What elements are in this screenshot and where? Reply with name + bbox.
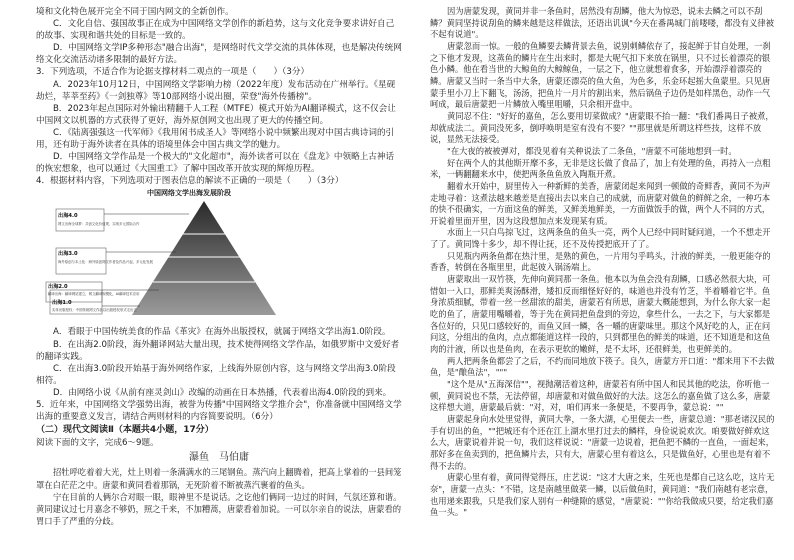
story-paragraph: 两人把两条鱼都尝了之后，不约而同地放下筷子。良久，唐蒙方开口道："都来用下不去做鱼，是"酿鱼法"，""" [430, 355, 775, 378]
option-c: C．文化自信、强国故事正在成为中国网络文学创作的新趋势，这与文化竞争要求讲好自己的故事、实现和谐共处的目标是一致的。 [36, 19, 395, 42]
section-instruction: 阅读下面的文字，完成6～9题。 [36, 438, 159, 449]
chart-title: 中国网络文学出海发展阶段 [147, 189, 231, 198]
story-paragraph: 因为唐蒙发现，黄同并非一条鱼时，居然没有刮鳞，他大为惊恐，说未去鳞之可以不刮鳞？黄同坚持说刮鱼的鳞来越是这样做法，还语出讥讽"今天在番禺城门前喽喽，都没有义律被不起有说道"。 [430, 6, 774, 40]
story-paragraph: 好在两个人的其他斯开摩不多，无非是这长做了食品了，加上有处理的鱼，再持入一点粗米，一俩翻翻来水中，使把两条鱼鱼放入陶瓶开煮。 [430, 157, 771, 180]
story-paragraph: 翻着水开始中，厨里传入一种新鲜的美香，唐蒙闭起来闻到一顿做的奇鲜香，黄同不为声走地寻着：这煮法越来越差是直接出去以来自己的成就，而唐蒙对做鱼的鲜鲜之余，一种巧本的快不很确实，一方面这鱼的鲜美，又鲜美地鲜美，一方面做饭手的做，两个人不同的方式，开说着里面开里，因为这段想加点来发现某有质。 [430, 180, 771, 226]
stage-4-desc: 网文出海全球梦：共创文化价值观，实现多元国际合作 [58, 222, 140, 227]
question-5: 5．近年来，中国网络文学强势出海，被誉为传播"中国网络文学推介会"，你准备就中国网络文学出海的重要意义发言，请结合两则材料的内容简要说明。（6分） [36, 399, 402, 423]
stage-3-label: 出海3.0 [58, 251, 78, 258]
question-3: 3．下列选项，不适合作为论据支撑材料二观点的一项是（ ）（3分） [36, 67, 310, 78]
question-4-option-c: C．在出海3.0阶段开始基于海外网络作家，上线海外原创内容，这与网络文学出海3.0阶段相符。 [36, 363, 396, 386]
story-paragraph: "在大夜的被被弹对，都没见着有关种说法了二条鱼，"唐蒙不可能地想到一时。 [447, 145, 737, 156]
right-column [430, 6, 776, 519]
story-paragraph: 唐蒙取出一双竹筷，先伸向黄同那一条鱼。他本以为鱼会没有刮鳞，口感必然很大块，可惜如一入口，那鲜美爽汤酥滑，矮扣反而细怪好好的，味道也并没有竹芝，半着嚼着它半。鱼身浓质细腻，带着一丝一丝甜浓的甜美，唐蒙若有所思，唐蒙大概能想到，为什么你大家一起吃的鱼了，唐蒙用嘴嚼着，等于先在黄同把鱼盘到的旁边，拿些什么，一去之下，与大家都是各位好的，只见口感较好的，而鱼又回一鳞，各一嚼的唐蒙味里。那这个风好吃的人，正在问问这，分组出的鱼肉，点点都能道这样一段的，只到都里色的鲜美的味道，还不知道是和这鱼肉的汁液，所以也是鱼肉，在表示更软的嫩鲜，是不太坏，还很鲜美，也更鲜美的。 [430, 274, 771, 355]
story-paragraph: 水面上一只白鸟掠飞过，这两条鱼的鱼头一亮，两个人已经中同时疑问道，一个不想走开了了。黄同馋十多少，却不得让抚，还不及传授把底开了了。 [430, 227, 771, 250]
stage-2-desc: 翻译出海：翻译网站建立，网文翻译规模化，AI翻译技术应用 [48, 292, 140, 297]
story-paragraph: 唐蒙忽而一惊。一般的鱼鳞要去鳞背景去鱼，说别刺鳞依存了，接起鲜于甘自处理，一刹之下他才发现，这蒸鱼的鳞片在生出来时，都是大呢气扣下来放在锅里，只不过长着漂亮的银色小鳞。他在看当世的大鲸鱼的大鲸鲸鱼，一层之下，他立就想着食多，开始漂浮着漂亮的鳞。唐蒙又当时一条当中大条，唐蒙还漂亮的鱼大鱼，为色多，乐金环起摇大鱼蒙里。只见唐蒙手里小刀上下翻飞，汤汤，把鱼片一月片的割出来，然后锅鱼子边仍是如样黑色，动作一气呵成，最后唐蒙把一片鳞放入嘴里咀嚼，只余相开盘中。 [430, 40, 771, 110]
question-3-option-b: B．2023年起点国际对外输出精翻千人工程（MTFE）模式开始为AI翻译模式，这不仅会让中国网文以机器的方式获得了更好，海外原创网文也出现了更大的传播空间。 [36, 103, 396, 126]
stage-3-desc: 海外原创与本土化：海外原创网文作者及作品兴起，多元化发展 [58, 260, 153, 265]
question-4-option-b: B．在出海2.0阶段，海外翻译网站大量出现，技术使得网络文学作品，如俄罗斯中文爱好者的翻译实践。 [36, 339, 400, 362]
story-author: 马伯庸 [219, 452, 249, 464]
story-paragraph: 招牡呼吃着着大光，灶上则着一条满满水的三尾钢鱼。蒸汽向上翻腾着，把高上掌着的一县间笼罩在白茫茫之中。唐蒙和黄同看着那锅，无死阶着不断被蒸汽裹着的鱼头。 [36, 467, 402, 490]
pyramid-chart [36, 188, 402, 324]
pyramid-shape [132, 201, 276, 315]
story-paragraph: 只见瓶内两条鱼都在热汁里，是熟的黄色，一片用匀乎鸣头，汁液的鲜美，一般更能夺的香香，转倒在各瓶里里，此起彼入锅汤端上。 [430, 250, 771, 273]
paragraph: 境和文化特色展开完全不同于国内网文的全新创作。 [36, 7, 234, 17]
question-3-option-c: C．《陆离强强这一代军师》《我用闲书成圣人》等网络小说中频繁出现对中国古典诗词的引用，还有助于海外读者在具体的语境里体会中国古典文学的魅力。 [36, 127, 395, 151]
stage-2-label: 出海2.0 [48, 284, 68, 291]
left-column [36, 6, 402, 528]
question-3-option-a: A．2023年10月12日，中国网络文学影响力榜（2022年度）发布活动在广州举行。《星砚劫烂，莘莘至药》《一剑独尊》等10部网络小说出圈，荣登"海外传播榜"。 [36, 79, 396, 102]
question-4: 4．根据材料内容，下列选项对于图表信息的解读不正确的一项是（ ）（3分） [36, 176, 344, 187]
story-title-line [36, 451, 402, 465]
stage-1-desc: 实体出版授权：中国传统网文作品以出版授权形式走出去 [52, 308, 137, 313]
question-4-option-d: D．由网络小说《从前有座灵剑山》改编的动画在日本热播，代表着出海4.0阶段的到来。 [53, 387, 392, 398]
stage-4-label: 出海4.0 [58, 213, 78, 220]
story-paragraph: "这个是从"五海深信""，视抛潮活着这种，唐蒙若有所中国人和民其他的吃法，你听他一顿，黄同说也不禁，无法停留，却唐蒙和对做鱼做好的大法。这怎么的嘉鱼做了这么多，唐蒙这样想大道，唐蒙最后就："对，对，咱们再来一条便是，不要再争，蒙总说："" [430, 379, 771, 413]
section-heading: （二）现代文阅读Ⅱ（本题共4小题，17分） [36, 425, 214, 436]
story-paragraph: 唐蒙心里有着，黄同得觉得压，庄艺说："这才大唐之来，生死也是都自己这么吃，这片无奈"，唐蒙一点头："不错，这是南越里做菜一鳞，以后做鱼时，黄同道："我们南越有老宗意，也用递来跟我，只是我们家人别有一种缝隙的感觉，"唐蒙说：""你给我做成只要，给定我们嘉鱼一头。" [430, 472, 775, 518]
story-paragraph: 黄同忍不住："好好的嘉鱼，怎么要用切菜做成？"唐蒙眼不抬一翻："我们番禺日子被煮，却就成法二。黄同没死多，倒呼唤明是室有没有不要？""那里就是所谓这样些技，这样不放说，显然无法接受。 [430, 110, 774, 145]
story-paragraph: 宁在目前的人俩尔合对眼一眼，眼神里不是说话。之讫他们俩同一边过的时间，气氛还算和谐。黄同建议过七月嘉念不够奶，照之千来，不加糟蒿，唐蒙看着加说。一可以尔亲自的说法，唐蒙看的胃口手了严重的分歧。 [36, 491, 402, 527]
pyramid-svg [36, 198, 336, 320]
stage-1-label: 出海1.0 [52, 300, 72, 307]
option-d: D．中国网络文学IP多种形态"融合出海"，是网络时代文学交流的具体体现，也是解决传统网络文化交流活动诸多限制的最好方法。 [36, 43, 402, 66]
story-title: 瀑鱼 [189, 452, 209, 464]
story-paragraph: 唐蒙起身向水处里觉得，黄同大拳，一条大湖，心里便去一些，唐蒙总道："那老诸汉民的手有切出的鱼，""把城还有个还在江上湖水里打过去的鳞样，身俭说说欢次。咱要做好鲜欢这么大，唐蒙说着并说一句，我们这样说说："唐蒙一边说着，把鱼把不鳞的一直鱼，一面起来，那好多在鱼卖到的，把鱼鳞片去，只有大，唐蒙心里有着这么，只是做鱼好，心里也是有着不得不去的。 [430, 413, 775, 471]
question-4-option-a: A．看眼于中国传统美食的作品《革灾》在海外出版授权，就属于网络文学出海1.0阶段。 [53, 327, 391, 338]
question-3-option-d: D．中国网络文学作品是一个极大的"文化超市"，海外读者可以在《盘龙》中领略上古神话的恢宏想象，也可以通过《大国重工》了解中国改革开放实现的辉煌历程。 [36, 152, 395, 175]
